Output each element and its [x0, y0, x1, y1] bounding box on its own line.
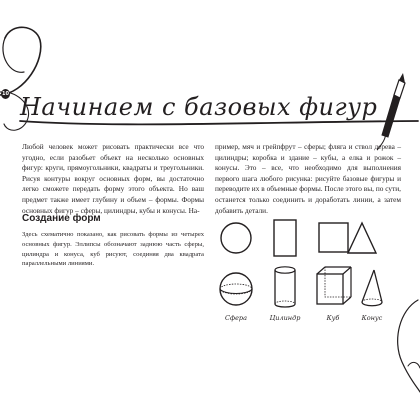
solid-forms-row [214, 264, 384, 310]
label-cone: Конус [361, 314, 383, 322]
label-cylinder: Цилиндр [269, 314, 301, 322]
label-sphere: Сфера [225, 314, 247, 322]
cone-icon [362, 270, 382, 306]
label-cube: Куб [326, 314, 340, 322]
page-number-badge: 10 [2, 91, 9, 97]
intro-text-right: пример, мяч и грейпфрут – сферы; фляга и ствол дерева – цилиндры; коробка и здание – кубы, а елка и рожок – конусы. Это – все, что необходимо для выполнения первого шага любого рисунка: рисуйте базовые фигуры и переводите их в объемные формы. После этого вы, по сути, останется только соединить и доработать линии, а затем добавить детали. [215, 142, 401, 215]
page-title: Начинаем с базовых фигур [20, 93, 378, 121]
triangle-icon [348, 223, 376, 253]
section-heading: Создание форм [22, 213, 101, 224]
cylinder-icon [275, 267, 295, 307]
circle-icon [221, 223, 251, 253]
square-icon [319, 223, 348, 252]
cube-icon [317, 267, 351, 304]
intro-text-left: Любой человек может рисовать практически все что угодно, если разобьет объект на несколько основных фигур: круги, прямоугольники, квадраты и треугольники. Рисуя контуры вокруг основных форм, вы достаточно легко сможете передать форму этого объекта. Но ваш предмет также имеет глубину и объем – формы. Формы основных фигур – сферы, цилиндры, кубы и конусы. На- [22, 142, 204, 215]
section-text: Здесь схематично показано, как рисовать формы из четырех основных фигур. Эллипсы обозначают заднюю часть сферы, цилиндра и конуса, куб рисуют, соединяя два квадрата параллельными линиями. [22, 231, 204, 268]
sphere-icon [220, 273, 252, 305]
rectangle-icon [274, 220, 296, 256]
pencil-icon [377, 73, 405, 150]
